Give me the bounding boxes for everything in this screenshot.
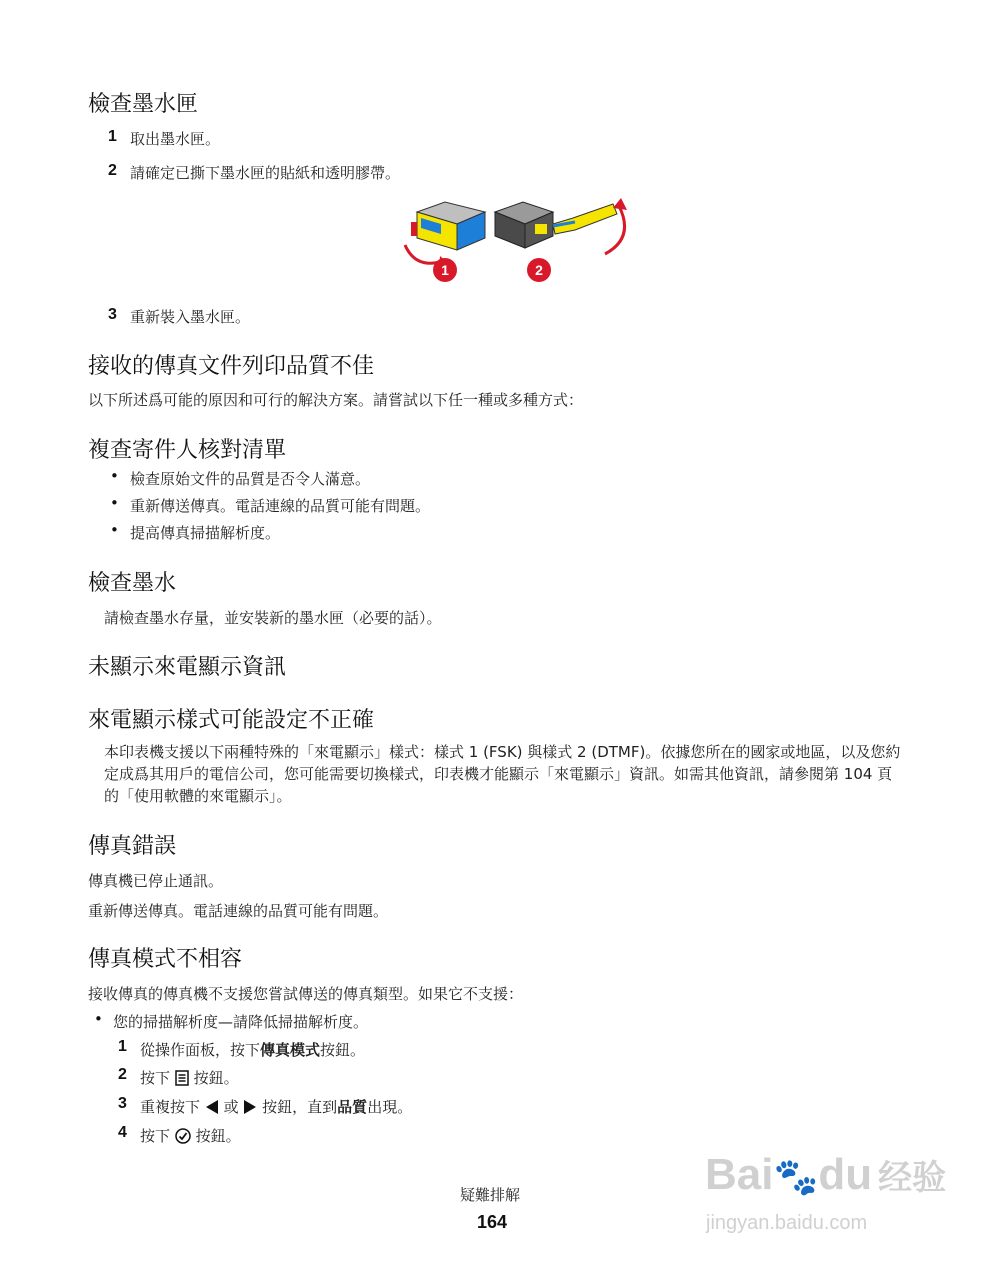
step-number: 3 bbox=[118, 1095, 127, 1112]
step-number: 3 bbox=[108, 306, 117, 323]
step-text: 按下 按鈕。 bbox=[140, 1069, 239, 1087]
callout-number: 2 bbox=[535, 262, 543, 278]
body-line: 傳真機已停止通訊。 bbox=[88, 872, 224, 890]
step-text: 取出墨水匣。 bbox=[130, 130, 221, 148]
intro-text: 接收傳真的傳真機不支援您嘗試傳送的傳真類型。如果它不支援： bbox=[88, 985, 524, 1003]
body-paragraph: 本印表機支援以下兩種特殊的「來電顯示」樣式：樣式 1 (FSK) 與樣式 2 (DTMF)。依據您所在的國家或地區，以及您約定成爲其用戶的電信公司，您可能需要切換樣式，印表機才能顯示「來電顯示」資訊。如需其他資訊，請參閱第 104 頁的「使用軟體的來電顯示」。 bbox=[104, 743, 901, 805]
step-number: 2 bbox=[118, 1066, 127, 1083]
step-number: 4 bbox=[118, 1124, 127, 1141]
cartridge-remove-tape-icon bbox=[495, 198, 627, 254]
callout-number: 1 bbox=[441, 262, 449, 278]
right-arrow-icon bbox=[243, 1099, 257, 1115]
heading-caller-id-pattern: 來電顯示樣式可能設定不正確 bbox=[88, 708, 375, 733]
body-text: 請檢查墨水存量，並安裝新的墨水匣（必要的話）。 bbox=[104, 609, 442, 627]
step-text: 請確定已撕下墨水匣的貼紙和透明膠帶。 bbox=[130, 164, 401, 182]
cartridge-with-tape-icon bbox=[405, 202, 485, 267]
step-number: 1 bbox=[118, 1038, 127, 1055]
bullet-icon: • bbox=[110, 521, 119, 539]
heading-check-ink: 檢查墨水 bbox=[88, 571, 177, 596]
heading-sender-checklist: 複查寄件人核對清單 bbox=[88, 438, 287, 463]
step-text: 重新裝入墨水匣。 bbox=[130, 308, 251, 326]
watermark-logo: Bai🐾du 经验 bbox=[705, 1150, 947, 1199]
cartridge-illustration bbox=[395, 190, 645, 290]
paw-icon: 🐾 bbox=[773, 1156, 819, 1197]
bullet-text: 提高傳真掃描解析度。 bbox=[130, 524, 281, 542]
bullet-icon: • bbox=[110, 494, 119, 512]
footer-section-title: 疑難排解 bbox=[460, 1186, 521, 1204]
intro-text: 以下所述爲可能的原因和可行的解決方案。請嘗試以下任一種或多種方式： bbox=[88, 391, 584, 409]
step-text: 按下 按鈕。 bbox=[140, 1127, 241, 1145]
heading-fax-mode-incompatible: 傳真模式不相容 bbox=[88, 947, 243, 972]
watermark-url: jingyan.baidu.com bbox=[706, 1212, 868, 1234]
heading-poor-quality: 接收的傳真文件列印品質不佳 bbox=[88, 354, 375, 379]
step-number: 2 bbox=[108, 162, 117, 179]
bullet-icon: • bbox=[94, 1010, 103, 1028]
bullet-text: 您的掃描解析度—請降低掃描解析度。 bbox=[113, 1013, 369, 1031]
heading-fax-error: 傳真錯誤 bbox=[88, 834, 177, 859]
select-button-icon bbox=[175, 1128, 191, 1144]
body-line: 重新傳送傳真。電話連線的品質可能有問題。 bbox=[88, 902, 389, 920]
step-number: 1 bbox=[108, 128, 117, 145]
menu-button-icon bbox=[175, 1070, 189, 1086]
bullet-icon: • bbox=[110, 467, 119, 485]
bullet-text: 檢查原始文件的品質是否令人滿意。 bbox=[130, 470, 371, 488]
left-arrow-icon bbox=[205, 1099, 219, 1115]
bullet-text: 重新傳送傳真。電話連線的品質可能有問題。 bbox=[130, 497, 431, 515]
heading-check-cartridge: 檢查墨水匣 bbox=[88, 92, 199, 117]
page-number: 164 bbox=[477, 1212, 508, 1232]
step-text: 重複按下 或 按鈕，直到品質出現。 bbox=[140, 1098, 413, 1116]
heading-caller-id-missing: 未顯示來電顯示資訊 bbox=[88, 655, 287, 680]
step-text: 從操作面板，按下傳真模式按鈕。 bbox=[140, 1041, 366, 1059]
